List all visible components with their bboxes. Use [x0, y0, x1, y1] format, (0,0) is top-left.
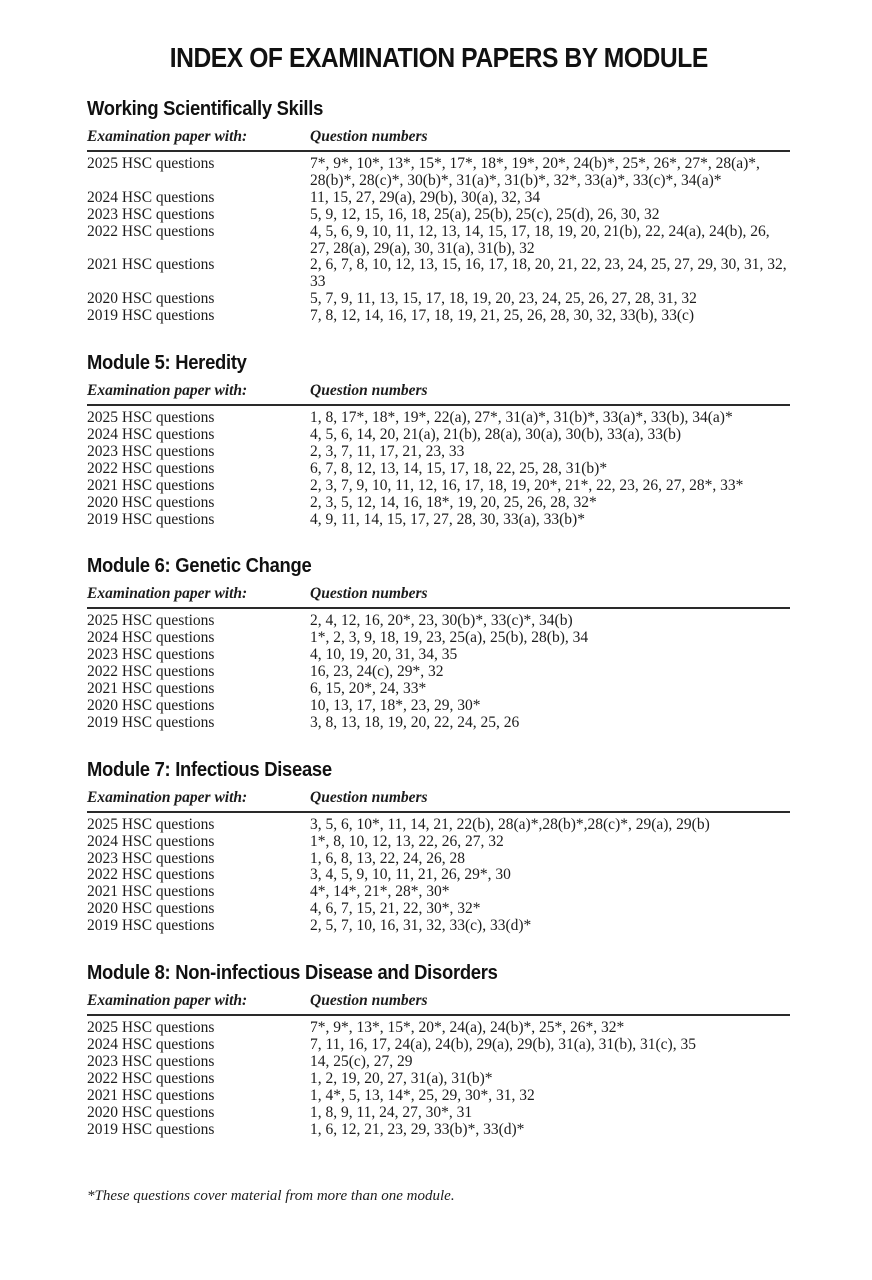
row-paper: 2023 HSC questions — [87, 205, 215, 223]
module-section — [87, 555, 790, 731]
row-questions: 1*, 8, 10, 12, 13, 22, 26, 27, 32 — [310, 832, 504, 850]
row-questions: 1, 4*, 5, 13, 14*, 25, 29, 30*, 31, 32 — [310, 1086, 535, 1104]
column-header-questions: Question numbers — [310, 382, 428, 400]
row-paper: 2025 HSC questions — [87, 815, 215, 833]
table-row — [87, 308, 790, 325]
row-paper: 2025 HSC questions — [87, 1019, 215, 1037]
section-heading-text: Working Scientifically Skills — [87, 98, 324, 120]
row-paper: 2019 HSC questions — [87, 307, 215, 325]
footnote: *These questions cover material from more than one module. — [87, 1188, 455, 1205]
row-paper: 2025 HSC questions — [87, 409, 215, 427]
table-row — [87, 1037, 790, 1054]
table-row — [87, 1122, 790, 1139]
table-row — [87, 1071, 790, 1088]
table-row — [87, 613, 790, 630]
page-title — [87, 42, 790, 74]
module-section — [87, 962, 790, 1138]
column-header-paper: Examination paper with: — [87, 382, 248, 400]
column-header-paper: Examination paper with: — [87, 585, 248, 603]
row-paper: 2021 HSC questions — [87, 883, 215, 901]
table-row — [87, 512, 790, 529]
column-header-questions: Question numbers — [310, 788, 428, 806]
section-rows — [87, 1016, 790, 1138]
table-row — [87, 884, 790, 901]
row-questions: 16, 23, 24(c), 29*, 32 — [310, 663, 444, 681]
table-row — [87, 410, 790, 427]
column-header-paper: Examination paper with: — [87, 788, 248, 806]
column-header-questions: Question numbers — [310, 992, 428, 1010]
table-row — [87, 681, 790, 698]
table-row — [87, 427, 790, 444]
table-row — [87, 190, 790, 207]
table-column-headers — [87, 789, 790, 813]
row-questions: 2, 3, 7, 11, 17, 21, 23, 33 — [310, 442, 465, 460]
table-row — [87, 817, 790, 834]
row-paper: 2022 HSC questions — [87, 663, 215, 681]
section-rows — [87, 406, 790, 528]
column-header-paper: Examination paper with: — [87, 128, 248, 145]
row-questions: 6, 15, 20*, 24, 33* — [310, 680, 427, 698]
row-questions: 4, 6, 7, 15, 21, 22, 30*, 32* — [310, 900, 481, 918]
row-questions: 2, 3, 5, 12, 14, 16, 18*, 19, 20, 25, 26, 28, 32* — [310, 493, 597, 511]
table-column-headers — [87, 128, 790, 152]
table-row — [87, 257, 790, 291]
row-questions: 7, 8, 12, 14, 16, 17, 18, 19, 21, 25, 26, 28, 30, 32, 33(b), 33(c) — [310, 307, 695, 325]
row-paper: 2021 HSC questions — [87, 476, 215, 494]
table-row — [87, 444, 790, 461]
section-heading-text: Module 5: Heredity — [87, 352, 247, 375]
table-row — [87, 1054, 790, 1071]
row-paper: 2024 HSC questions — [87, 425, 215, 443]
row-questions: 1, 6, 12, 21, 23, 29, 33(b)*, 33(d)* — [310, 1120, 525, 1138]
row-paper: 2019 HSC questions — [87, 1120, 215, 1138]
row-paper: 2024 HSC questions — [87, 1036, 215, 1053]
row-questions: 7, 11, 16, 17, 24(a), 24(b), 29(a), 29(b), 31(a), 31(b), 31(c), 35 — [310, 1036, 696, 1053]
table-row — [87, 901, 790, 918]
table-row — [87, 851, 790, 868]
row-questions: 5, 7, 9, 11, 13, 15, 17, 18, 19, 20, 23, 24, 25, 26, 27, 28, 31, 32 — [310, 290, 697, 308]
table-row — [87, 478, 790, 495]
section-heading — [87, 98, 790, 121]
row-questions: 5, 9, 12, 15, 16, 18, 25(a), 25(b), 25(c), 25(d), 26, 30, 32 — [310, 205, 660, 223]
row-questions: 3, 4, 5, 9, 10, 11, 21, 26, 29*, 30 — [310, 866, 511, 884]
table-row — [87, 291, 790, 308]
table-row — [87, 156, 790, 190]
table-row — [87, 495, 790, 512]
table-row — [87, 461, 790, 478]
section-heading-text: Module 8: Non-infectious Disease and Disorders — [87, 962, 498, 985]
row-paper: 2023 HSC questions — [87, 646, 215, 664]
section-heading — [87, 962, 790, 985]
row-paper: 2021 HSC questions — [87, 1086, 215, 1104]
row-paper: 2023 HSC questions — [87, 442, 215, 460]
row-paper: 2021 HSC questions — [87, 680, 215, 698]
module-section — [87, 759, 790, 935]
row-paper: 2025 HSC questions — [87, 612, 215, 630]
row-questions: 2, 3, 7, 9, 10, 11, 12, 16, 17, 18, 19, 20*, 21*, 22, 23, 26, 27, 28*, 33* — [310, 476, 744, 494]
row-paper: 2022 HSC questions — [87, 222, 215, 240]
column-header-questions: Question numbers — [310, 128, 428, 145]
table-row — [87, 918, 790, 935]
row-paper: 2022 HSC questions — [87, 459, 215, 477]
table-column-headers — [87, 585, 790, 609]
row-questions: 4*, 14*, 21*, 28*, 30* — [310, 883, 450, 901]
row-paper: 2020 HSC questions — [87, 493, 215, 511]
row-paper: 2023 HSC questions — [87, 849, 215, 867]
row-paper: 2019 HSC questions — [87, 917, 215, 935]
row-questions: 7*, 9*, 10*, 13*, 15*, 17*, 18*, 19*, 20*, 24(b)*, 25*, 26*, 27*, 28(a)*, 28(b)*, 28(c)*, 30(b)*, 31(a)*, 31(b)*, 32*, 33(a)*, 33(c)*, 34(a)* — [310, 155, 760, 189]
row-questions: 4, 5, 6, 14, 20, 21(a), 21(b), 28(a), 30(a), 30(b), 33(a), 33(b) — [310, 425, 682, 443]
column-header-questions: Question numbers — [310, 585, 428, 603]
row-paper: 2020 HSC questions — [87, 290, 215, 308]
row-questions: 4, 5, 6, 9, 10, 11, 12, 13, 14, 15, 17, 18, 19, 20, 21(b), 22, 24(a), 24(b), 26, 27, 28(a), 29(a), 30, 31(a), 31(b), 32 — [310, 222, 770, 257]
sections — [87, 98, 790, 1138]
table-row — [87, 1020, 790, 1037]
table-column-headers — [87, 382, 790, 406]
row-paper: 2024 HSC questions — [87, 629, 215, 647]
row-paper: 2022 HSC questions — [87, 1069, 215, 1087]
row-questions: 3, 5, 6, 10*, 11, 14, 21, 22(b), 28(a)*,28(b)*,28(c)*, 29(a), 29(b) — [310, 815, 710, 833]
row-questions: 10, 13, 17, 18*, 23, 29, 30* — [310, 696, 481, 714]
table-row — [87, 715, 790, 732]
section-heading-text: Module 7: Infectious Disease — [87, 758, 332, 781]
row-questions: 1, 8, 9, 11, 24, 27, 30*, 31 — [310, 1103, 473, 1121]
table-row — [87, 664, 790, 681]
row-questions: 1*, 2, 3, 9, 18, 19, 23, 25(a), 25(b), 28(b), 34 — [310, 629, 589, 647]
section-heading — [87, 759, 790, 782]
row-questions: 3, 8, 13, 18, 19, 20, 22, 24, 25, 26 — [310, 713, 520, 731]
section-heading — [87, 555, 790, 578]
row-questions: 4, 9, 11, 14, 15, 17, 27, 28, 30, 33(a), 33(b)* — [310, 510, 585, 528]
table-row — [87, 867, 790, 884]
row-paper: 2025 HSC questions — [87, 155, 215, 172]
row-questions: 1, 2, 19, 20, 27, 31(a), 31(b)* — [310, 1069, 493, 1087]
row-paper: 2021 HSC questions — [87, 256, 215, 274]
row-questions: 1, 8, 17*, 18*, 19*, 22(a), 27*, 31(a)*, 31(b)*, 33(a)*, 33(b), 34(a)* — [310, 409, 733, 427]
row-paper: 2020 HSC questions — [87, 900, 215, 918]
page-title-text: INDEX OF EXAMINATION PAPERS BY MODULE — [169, 42, 708, 73]
section-rows — [87, 813, 790, 935]
section-heading-text: Module 6: Genetic Change — [87, 555, 312, 578]
row-paper: 2020 HSC questions — [87, 696, 215, 714]
section-heading — [87, 352, 790, 375]
table-row — [87, 834, 790, 851]
row-questions: 14, 25(c), 27, 29 — [310, 1052, 413, 1070]
module-section — [87, 352, 790, 528]
section-rows — [87, 609, 790, 731]
row-questions: 7*, 9*, 13*, 15*, 20*, 24(a), 24(b)*, 25*, 26*, 32* — [310, 1019, 625, 1037]
row-paper: 2022 HSC questions — [87, 866, 215, 884]
row-paper: 2024 HSC questions — [87, 188, 215, 206]
table-row — [87, 224, 790, 258]
table-row — [87, 1105, 790, 1122]
row-questions: 6, 7, 8, 12, 13, 14, 15, 17, 18, 22, 25, 28, 31(b)* — [310, 459, 608, 477]
table-row — [87, 647, 790, 664]
table-row — [87, 698, 790, 715]
row-questions: 2, 4, 12, 16, 20*, 23, 30(b)*, 33(c)*, 34(b) — [310, 612, 573, 630]
table-row — [87, 207, 790, 224]
row-questions: 4, 10, 19, 20, 31, 34, 35 — [310, 646, 458, 664]
table-row — [87, 1088, 790, 1105]
table-column-headers — [87, 992, 790, 1016]
row-questions: 1, 6, 8, 13, 22, 24, 26, 28 — [310, 849, 465, 867]
module-section — [87, 98, 790, 325]
row-questions: 11, 15, 27, 29(a), 29(b), 30(a), 32, 34 — [310, 188, 541, 206]
table-row — [87, 630, 790, 647]
row-paper: 2023 HSC questions — [87, 1052, 215, 1070]
row-paper: 2024 HSC questions — [87, 832, 215, 850]
row-questions: 2, 6, 7, 8, 10, 12, 13, 15, 16, 17, 18, 20, 21, 22, 23, 24, 25, 27, 29, 30, 31, 32, 33 — [310, 256, 787, 291]
row-paper: 2019 HSC questions — [87, 713, 215, 731]
row-questions: 2, 5, 7, 10, 16, 31, 32, 33(c), 33(d)* — [310, 917, 532, 935]
row-paper: 2019 HSC questions — [87, 510, 215, 528]
section-rows — [87, 152, 790, 325]
row-paper: 2020 HSC questions — [87, 1103, 215, 1121]
column-header-paper: Examination paper with: — [87, 992, 248, 1010]
